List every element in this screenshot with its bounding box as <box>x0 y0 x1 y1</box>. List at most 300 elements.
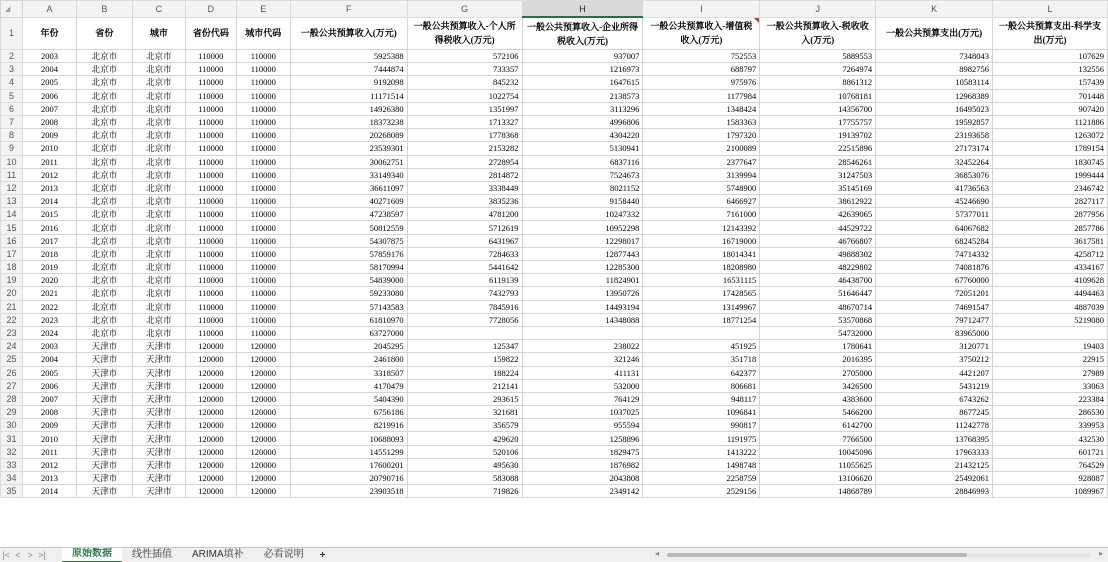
cell[interactable]: 天津市 <box>132 340 185 353</box>
cell[interactable]: 3318507 <box>290 366 407 379</box>
cell[interactable]: 北京市 <box>132 63 185 76</box>
horizontal-scrollbar[interactable] <box>655 550 1103 559</box>
cell[interactable]: 2017 <box>22 234 76 247</box>
cell[interactable]: 120000 <box>185 353 236 366</box>
cell[interactable]: 14356700 <box>760 102 876 115</box>
cell[interactable]: 14868789 <box>760 485 876 498</box>
cell[interactable]: 北京市 <box>76 89 132 102</box>
cell[interactable]: 2016 <box>22 221 76 234</box>
cell[interactable]: 23903518 <box>290 485 407 498</box>
cell[interactable]: 2857786 <box>993 221 1108 234</box>
cell[interactable]: 1829475 <box>522 445 643 458</box>
cell[interactable]: 74714332 <box>876 247 993 260</box>
cell[interactable]: 293615 <box>407 392 522 405</box>
cell[interactable]: 12877443 <box>522 247 643 260</box>
cell[interactable]: 4887039 <box>993 300 1108 313</box>
cell[interactable]: 北京市 <box>76 63 132 76</box>
cell[interactable]: 321681 <box>407 406 522 419</box>
cell[interactable]: 2009 <box>22 129 76 142</box>
cell[interactable]: 4781200 <box>407 208 522 221</box>
cell[interactable]: 120000 <box>236 419 290 432</box>
row-header[interactable]: 7 <box>1 115 23 128</box>
cell[interactable]: 495630 <box>407 458 522 471</box>
cell[interactable]: 48229802 <box>760 261 876 274</box>
prev-sheet-button[interactable]: < <box>15 550 21 560</box>
cell[interactable]: 6431967 <box>407 234 522 247</box>
cell[interactable]: 天津市 <box>132 458 185 471</box>
cell[interactable]: 6119139 <box>407 274 522 287</box>
cell[interactable]: 411131 <box>522 366 643 379</box>
cell[interactable]: 2008 <box>22 115 76 128</box>
cell[interactable]: 642377 <box>643 366 760 379</box>
cell[interactable]: 2015 <box>22 208 76 221</box>
row-header[interactable]: 27 <box>1 379 23 392</box>
cell[interactable]: 北京市 <box>132 142 185 155</box>
cell[interactable]: 天津市 <box>76 340 132 353</box>
column-title-cell[interactable]: 一般公共预算收入(万元) <box>290 17 407 50</box>
cell[interactable]: 1583363 <box>643 115 760 128</box>
cell[interactable]: 2006 <box>22 379 76 392</box>
cell[interactable]: 19139702 <box>760 129 876 142</box>
cell[interactable]: 10952298 <box>522 221 643 234</box>
row-header[interactable]: 16 <box>1 234 23 247</box>
cell[interactable]: 110000 <box>236 313 290 326</box>
cell[interactable]: 18771254 <box>643 313 760 326</box>
cell[interactable]: 110000 <box>236 89 290 102</box>
cell[interactable]: 54839000 <box>290 274 407 287</box>
cell[interactable]: 339953 <box>993 419 1108 432</box>
cell[interactable]: 2043808 <box>522 472 643 485</box>
cell[interactable]: 110000 <box>185 129 236 142</box>
cell[interactable]: 74691547 <box>876 300 993 313</box>
cell[interactable]: 5925388 <box>290 50 407 63</box>
cell[interactable]: 11824901 <box>522 274 643 287</box>
row-header[interactable]: 15 <box>1 221 23 234</box>
row-header[interactable]: 11 <box>1 168 23 181</box>
cell[interactable]: 601721 <box>993 445 1108 458</box>
cell[interactable]: 429620 <box>407 432 522 445</box>
cell[interactable]: 63727000 <box>290 326 407 339</box>
cell[interactable]: 27989 <box>993 366 1108 379</box>
cell[interactable]: 583088 <box>407 472 522 485</box>
cell[interactable]: 33063 <box>993 379 1108 392</box>
cell[interactable]: 110000 <box>236 274 290 287</box>
cell[interactable]: 天津市 <box>76 392 132 405</box>
column-header-j[interactable]: J <box>760 1 876 18</box>
cell[interactable]: 11055625 <box>760 458 876 471</box>
cell[interactable]: 2045295 <box>290 340 407 353</box>
cell[interactable]: 356579 <box>407 419 522 432</box>
cell[interactable]: 16719000 <box>643 234 760 247</box>
cell[interactable]: 3113296 <box>522 102 643 115</box>
cell[interactable]: 北京市 <box>76 274 132 287</box>
cell[interactable]: 20790716 <box>290 472 407 485</box>
cell[interactable]: 110000 <box>236 300 290 313</box>
cell[interactable]: 5748900 <box>643 181 760 194</box>
row-header[interactable]: 22 <box>1 313 23 326</box>
cell[interactable]: 2010 <box>22 142 76 155</box>
cell[interactable]: 北京市 <box>132 129 185 142</box>
row-header[interactable]: 25 <box>1 353 23 366</box>
sheet-tab-readme[interactable]: 必看说明 <box>263 549 304 560</box>
cell[interactable]: 120000 <box>236 366 290 379</box>
cell[interactable]: 120000 <box>236 406 290 419</box>
cell[interactable]: 12285300 <box>522 261 643 274</box>
row-header[interactable]: 31 <box>1 432 23 445</box>
cell[interactable]: 5404390 <box>290 392 407 405</box>
cell[interactable]: 110000 <box>185 142 236 155</box>
row-header[interactable]: 24 <box>1 340 23 353</box>
cell[interactable]: 北京市 <box>76 313 132 326</box>
row-header[interactable]: 35 <box>1 485 23 498</box>
cell[interactable]: 6756186 <box>290 406 407 419</box>
cell[interactable]: 7845916 <box>407 300 522 313</box>
cell[interactable]: 4421207 <box>876 366 993 379</box>
cell[interactable]: 2012 <box>22 458 76 471</box>
cell[interactable]: 110000 <box>185 102 236 115</box>
cell[interactable]: 天津市 <box>132 485 185 498</box>
row-header[interactable]: 5 <box>1 89 23 102</box>
cell[interactable]: 2011 <box>22 155 76 168</box>
sheet-tab-raw-data[interactable]: 原始数据 <box>62 547 122 562</box>
column-header-g[interactable]: G <box>407 1 522 18</box>
cell[interactable]: 19403 <box>993 340 1108 353</box>
cell[interactable]: 48670714 <box>760 300 876 313</box>
cell[interactable]: 1037025 <box>522 406 643 419</box>
cell[interactable]: 2004 <box>22 63 76 76</box>
last-sheet-button[interactable]: >| <box>38 550 46 560</box>
cell[interactable]: 110000 <box>236 326 290 339</box>
cell[interactable]: 110000 <box>236 208 290 221</box>
cell[interactable]: 2005 <box>22 366 76 379</box>
cell[interactable]: 120000 <box>185 432 236 445</box>
cell[interactable]: 1780641 <box>760 340 876 353</box>
column-header-a[interactable]: A <box>22 1 76 18</box>
cell[interactable]: 120000 <box>236 485 290 498</box>
cell[interactable]: 北京市 <box>132 50 185 63</box>
first-sheet-button[interactable]: |< <box>2 550 10 560</box>
cell[interactable]: 2003 <box>22 340 76 353</box>
cell[interactable]: 北京市 <box>132 221 185 234</box>
cell[interactable]: 2023 <box>22 313 76 326</box>
cell[interactable]: 688797 <box>643 63 760 76</box>
cell[interactable]: 17963333 <box>876 445 993 458</box>
cell[interactable]: 351718 <box>643 353 760 366</box>
cell[interactable]: 20268089 <box>290 129 407 142</box>
cell[interactable]: 8861312 <box>760 76 876 89</box>
cell[interactable]: 45246690 <box>876 195 993 208</box>
next-sheet-button[interactable]: > <box>27 550 33 560</box>
row-header[interactable]: 34 <box>1 472 23 485</box>
column-title-cell[interactable]: 城市代码 <box>236 17 290 50</box>
cell[interactable]: 2014 <box>22 195 76 208</box>
cell[interactable]: 31247503 <box>760 168 876 181</box>
cell[interactable]: 110000 <box>185 287 236 300</box>
cell[interactable]: 北京市 <box>132 76 185 89</box>
row-header[interactable]: 1 <box>1 17 23 50</box>
cell[interactable]: 16495023 <box>876 102 993 115</box>
cell[interactable]: 990817 <box>643 419 760 432</box>
cell[interactable]: 1348424 <box>643 102 760 115</box>
cell[interactable]: 33149340 <box>290 168 407 181</box>
cell[interactable]: 1876982 <box>522 458 643 471</box>
cell[interactable]: 7524673 <box>522 168 643 181</box>
cell[interactable]: 2705000 <box>760 366 876 379</box>
cell[interactable]: 110000 <box>185 89 236 102</box>
cell[interactable]: 110000 <box>185 155 236 168</box>
cell[interactable]: 天津市 <box>76 419 132 432</box>
cell[interactable]: 110000 <box>236 129 290 142</box>
cell[interactable]: 2007 <box>22 392 76 405</box>
cell[interactable]: 4383600 <box>760 392 876 405</box>
cell[interactable]: 68245284 <box>876 234 993 247</box>
column-header-c[interactable]: C <box>132 1 185 18</box>
column-title-cell[interactable]: 一般公共预算支出(万元) <box>876 17 993 50</box>
cell[interactable]: 1647615 <box>522 76 643 89</box>
cell[interactable]: 35145169 <box>760 181 876 194</box>
cell[interactable]: 2877956 <box>993 208 1108 221</box>
cell[interactable]: 110000 <box>185 274 236 287</box>
cell[interactable]: 7348043 <box>876 50 993 63</box>
cell[interactable]: 5889553 <box>760 50 876 63</box>
cell[interactable]: 53570868 <box>760 313 876 326</box>
row-header[interactable]: 30 <box>1 419 23 432</box>
row-header[interactable]: 21 <box>1 300 23 313</box>
cell[interactable]: 2258759 <box>643 472 760 485</box>
cell[interactable]: 北京市 <box>76 129 132 142</box>
cell[interactable]: 212141 <box>407 379 522 392</box>
column-title-cell[interactable]: 一般公共预算收入-企业所得税收入(万元) <box>522 17 643 50</box>
cell[interactable]: 18373238 <box>290 115 407 128</box>
cell[interactable]: 2529156 <box>643 485 760 498</box>
column-title-cell[interactable]: 年份 <box>22 17 76 50</box>
cell[interactable]: 2827117 <box>993 195 1108 208</box>
row-header[interactable]: 9 <box>1 142 23 155</box>
select-all-corner[interactable]: ◢ <box>1 1 23 18</box>
cell[interactable]: 2022 <box>22 300 76 313</box>
cell[interactable]: 4170479 <box>290 379 407 392</box>
cell[interactable]: 13149967 <box>643 300 760 313</box>
cell[interactable]: 13106620 <box>760 472 876 485</box>
cell[interactable]: 2007 <box>22 102 76 115</box>
cell[interactable]: 125347 <box>407 340 522 353</box>
cell[interactable]: 北京市 <box>132 287 185 300</box>
cell[interactable]: 5431219 <box>876 379 993 392</box>
cell[interactable]: 2021 <box>22 287 76 300</box>
cell[interactable]: 110000 <box>185 208 236 221</box>
cell[interactable]: 6743262 <box>876 392 993 405</box>
cell[interactable]: 北京市 <box>132 261 185 274</box>
cell[interactable]: 14551299 <box>290 445 407 458</box>
cell[interactable]: 2004 <box>22 353 76 366</box>
row-header[interactable]: 26 <box>1 366 23 379</box>
cell[interactable]: 天津市 <box>132 419 185 432</box>
row-header[interactable]: 6 <box>1 102 23 115</box>
cell[interactable]: 110000 <box>236 261 290 274</box>
cell[interactable]: 110000 <box>236 63 290 76</box>
cell[interactable]: 67760000 <box>876 274 993 287</box>
cell[interactable]: 4996806 <box>522 115 643 128</box>
cell[interactable]: 110000 <box>185 76 236 89</box>
cell[interactable]: 1351997 <box>407 102 522 115</box>
cell[interactable]: 451925 <box>643 340 760 353</box>
cell[interactable]: 2349142 <box>522 485 643 498</box>
cell[interactable]: 14348088 <box>522 313 643 326</box>
cell[interactable]: 4304220 <box>522 129 643 142</box>
row-header[interactable]: 14 <box>1 208 23 221</box>
cell[interactable]: 120000 <box>185 392 236 405</box>
cell[interactable]: 907420 <box>993 102 1108 115</box>
cell[interactable]: 13950726 <box>522 287 643 300</box>
cell[interactable]: 36853076 <box>876 168 993 181</box>
cell[interactable]: 110000 <box>185 261 236 274</box>
cell[interactable] <box>407 326 522 339</box>
cell[interactable]: 40271609 <box>290 195 407 208</box>
cell[interactable]: 845232 <box>407 76 522 89</box>
cell[interactable]: 8677245 <box>876 406 993 419</box>
cell[interactable]: 1797320 <box>643 129 760 142</box>
cell[interactable]: 110000 <box>185 247 236 260</box>
cell[interactable]: 北京市 <box>76 208 132 221</box>
cell[interactable]: 14493194 <box>522 300 643 313</box>
cell[interactable]: 18014341 <box>643 247 760 260</box>
column-header-b[interactable]: B <box>76 1 132 18</box>
cell[interactable]: 北京市 <box>132 168 185 181</box>
cell[interactable]: 1022754 <box>407 89 522 102</box>
cell[interactable]: 3617581 <box>993 234 1108 247</box>
cell[interactable]: 72051201 <box>876 287 993 300</box>
cell[interactable]: 2728954 <box>407 155 522 168</box>
cell[interactable]: 110000 <box>236 181 290 194</box>
cell[interactable]: 2010 <box>22 432 76 445</box>
cell[interactable]: 3835236 <box>407 195 522 208</box>
add-sheet-button[interactable]: + <box>319 549 326 561</box>
cell[interactable]: 110000 <box>185 168 236 181</box>
row-header[interactable]: 23 <box>1 326 23 339</box>
cell[interactable]: 120000 <box>236 340 290 353</box>
cell[interactable]: 120000 <box>185 472 236 485</box>
cell[interactable]: 北京市 <box>132 195 185 208</box>
cell[interactable]: 北京市 <box>76 181 132 194</box>
cell[interactable]: 北京市 <box>132 274 185 287</box>
cell[interactable]: 120000 <box>236 432 290 445</box>
cell[interactable]: 1191975 <box>643 432 760 445</box>
row-header[interactable]: 4 <box>1 76 23 89</box>
column-header-d[interactable]: D <box>185 1 236 18</box>
cell[interactable]: 238022 <box>522 340 643 353</box>
cell[interactable]: 5130941 <box>522 142 643 155</box>
cell[interactable]: 北京市 <box>76 300 132 313</box>
cell[interactable]: 11171514 <box>290 89 407 102</box>
cell[interactable]: 北京市 <box>132 155 185 168</box>
cell[interactable]: 2346742 <box>993 181 1108 194</box>
cell[interactable]: 572106 <box>407 50 522 63</box>
row-header[interactable]: 2 <box>1 50 23 63</box>
cell[interactable]: 天津市 <box>132 406 185 419</box>
cell[interactable]: 天津市 <box>76 366 132 379</box>
cell[interactable]: 120000 <box>185 340 236 353</box>
cell[interactable]: 42639065 <box>760 208 876 221</box>
cell[interactable]: 18208980 <box>643 261 760 274</box>
cell[interactable]: 79712477 <box>876 313 993 326</box>
cell[interactable]: 223384 <box>993 392 1108 405</box>
cell[interactable]: 57143583 <box>290 300 407 313</box>
cell[interactable]: 120000 <box>185 445 236 458</box>
cell[interactable]: 2013 <box>22 472 76 485</box>
cell[interactable]: 44529722 <box>760 221 876 234</box>
cell[interactable]: 12143392 <box>643 221 760 234</box>
cell[interactable]: 23539301 <box>290 142 407 155</box>
cell[interactable]: 83965000 <box>876 326 993 339</box>
cell[interactable]: 120000 <box>185 379 236 392</box>
cell[interactable]: 4109628 <box>993 274 1108 287</box>
sheet-tab-arima[interactable]: ARIMA填补 <box>192 549 244 560</box>
cell[interactable]: 7264974 <box>760 63 876 76</box>
cell[interactable]: 7161000 <box>643 208 760 221</box>
cell[interactable]: 北京市 <box>76 247 132 260</box>
cell[interactable]: 110000 <box>185 115 236 128</box>
cell[interactable]: 28846993 <box>876 485 993 498</box>
cell[interactable]: 120000 <box>236 472 290 485</box>
cell[interactable]: 北京市 <box>76 234 132 247</box>
cell[interactable]: 天津市 <box>132 379 185 392</box>
cell[interactable]: 58170994 <box>290 261 407 274</box>
cell[interactable]: 北京市 <box>132 234 185 247</box>
row-header[interactable]: 8 <box>1 129 23 142</box>
cell[interactable]: 北京市 <box>132 326 185 339</box>
cell[interactable]: 46766807 <box>760 234 876 247</box>
cell[interactable]: 110000 <box>185 50 236 63</box>
cell[interactable]: 30062751 <box>290 155 407 168</box>
cell[interactable] <box>643 326 760 339</box>
cell[interactable]: 10583114 <box>876 76 993 89</box>
column-title-cell[interactable]: 城市 <box>132 17 185 50</box>
cell[interactable]: 110000 <box>236 195 290 208</box>
column-header-h[interactable]: H <box>522 1 643 18</box>
row-header[interactable]: 10 <box>1 155 23 168</box>
cell[interactable]: 120000 <box>185 406 236 419</box>
column-title-cell[interactable]: 一般公共预算支出-科学支出(万元) <box>993 17 1108 50</box>
cell[interactable]: 北京市 <box>76 50 132 63</box>
cell[interactable]: 天津市 <box>132 353 185 366</box>
cell[interactable]: 北京市 <box>76 326 132 339</box>
cell[interactable]: 7728056 <box>407 313 522 326</box>
cell[interactable]: 5712619 <box>407 221 522 234</box>
cell[interactable]: 10045096 <box>760 445 876 458</box>
cell[interactable]: 3426500 <box>760 379 876 392</box>
cell[interactable]: 54307875 <box>290 234 407 247</box>
cell[interactable]: 61810970 <box>290 313 407 326</box>
cell[interactable]: 16531115 <box>643 274 760 287</box>
cell[interactable]: 74081876 <box>876 261 993 274</box>
cell[interactable]: 1830745 <box>993 155 1108 168</box>
row-header[interactable]: 32 <box>1 445 23 458</box>
cell[interactable]: 17428565 <box>643 287 760 300</box>
cell[interactable]: 2008 <box>22 406 76 419</box>
cell[interactable]: 110000 <box>236 102 290 115</box>
cell[interactable]: 1258896 <box>522 432 643 445</box>
cell[interactable]: 北京市 <box>132 102 185 115</box>
cell[interactable]: 49888302 <box>760 247 876 260</box>
cell[interactable]: 天津市 <box>132 392 185 405</box>
cell[interactable]: 57859176 <box>290 247 407 260</box>
cell[interactable]: 2018 <box>22 247 76 260</box>
cell[interactable]: 3120771 <box>876 340 993 353</box>
cell[interactable]: 701448 <box>993 89 1108 102</box>
cell[interactable]: 32452264 <box>876 155 993 168</box>
cell[interactable]: 10768181 <box>760 89 876 102</box>
cell[interactable]: 1263072 <box>993 129 1108 142</box>
